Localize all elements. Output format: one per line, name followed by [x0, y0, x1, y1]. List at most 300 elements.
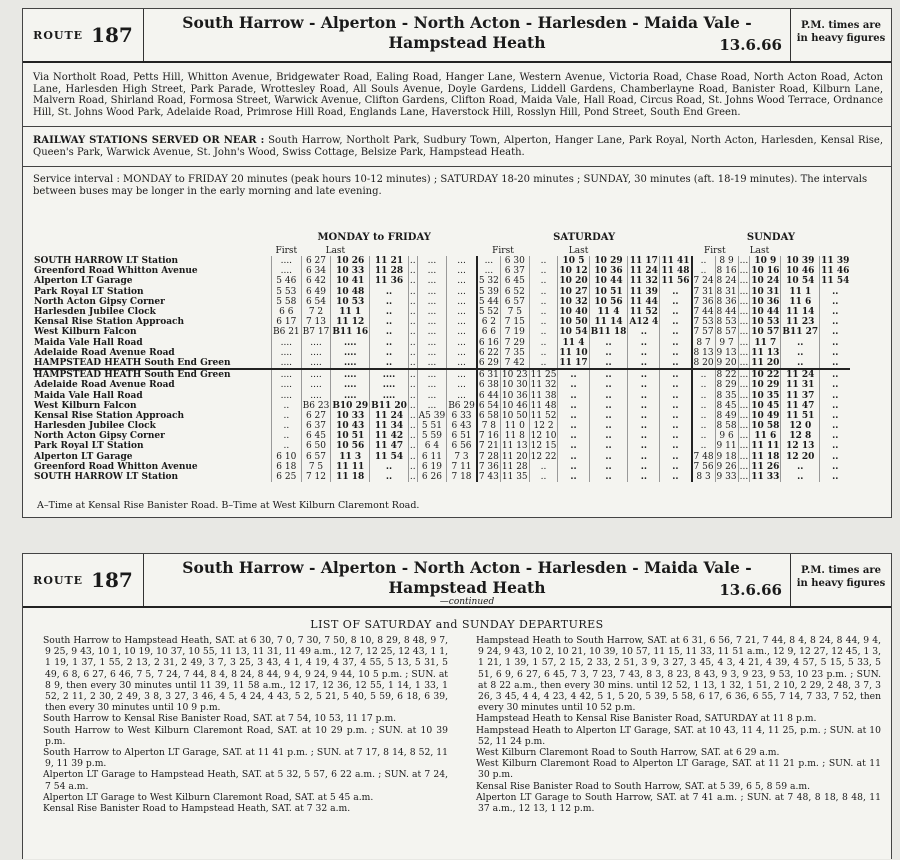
- time-cell: ..: [558, 380, 589, 390]
- time-cell: ..: [820, 421, 851, 431]
- time-cell: 8 13: [693, 347, 714, 358]
- time-cell: 7 2: [301, 307, 331, 317]
- time-cell: ..: [692, 390, 716, 400]
- time-cell: 7 19: [500, 327, 529, 337]
- pm-note-line2: in heavy figures: [796, 33, 886, 44]
- time-cell: ..: [370, 348, 409, 358]
- time-cell: ....: [370, 390, 409, 400]
- time-cell: ..: [409, 431, 416, 442]
- time-cell: ..: [529, 297, 558, 307]
- time-cell: ..: [692, 369, 716, 380]
- time-cell: ..: [660, 338, 692, 348]
- time-cell: 11 48: [530, 400, 557, 411]
- time-cell: 6 27: [301, 256, 331, 266]
- time-cell: ..: [628, 369, 660, 380]
- time-cell: ..: [409, 256, 416, 267]
- time-cell: 5 51: [417, 421, 447, 431]
- table-row: [33, 317, 850, 327]
- time-cell: 10 27: [559, 286, 588, 297]
- time-cell: ....: [272, 338, 302, 348]
- time-cell: 7 24: [693, 276, 714, 287]
- time-cell: ..: [558, 452, 589, 462]
- time-cell: 11 51: [781, 411, 820, 421]
- pm-note: [790, 9, 891, 61]
- column-subheader: [628, 245, 692, 256]
- time-cell: 11 20: [501, 451, 528, 462]
- stop-name: HAMPSTEAD HEATH South End Green: [34, 357, 231, 368]
- time-cell: ..: [660, 441, 692, 451]
- time-cell: 11 24: [629, 266, 658, 277]
- time-cell: 7 18: [447, 472, 477, 482]
- time-cell: 10 50: [559, 317, 588, 328]
- time-cell: 6 49: [301, 287, 331, 297]
- time-cell: 7 5: [500, 307, 529, 317]
- time-cell: ..: [409, 276, 416, 287]
- time-cell: ....: [370, 380, 409, 390]
- table-row: [33, 338, 850, 348]
- time-cell: 11 32: [530, 380, 557, 391]
- time-cell: 12 0: [781, 421, 820, 431]
- time-cell: ..: [692, 441, 716, 451]
- route-label: ROUTE: [33, 28, 84, 42]
- time-cell: 8 20: [693, 357, 714, 368]
- time-cell: 10 56: [589, 297, 628, 307]
- time-cell: 7 15: [500, 317, 529, 327]
- column-subheader: First: [275, 245, 298, 256]
- time-cell: 10 5: [558, 256, 589, 266]
- time-cell: ..: [660, 421, 692, 431]
- table-row: [33, 380, 850, 390]
- time-cell: ..: [409, 317, 416, 328]
- route-title: [144, 9, 790, 61]
- time-cell: ..: [370, 358, 409, 369]
- time-cell: ...: [739, 380, 749, 391]
- list-item: Kensal Rise Banister Road to Hampstead Heath, SAT. at 7 32 a.m.: [43, 803, 351, 815]
- title-line2: Hampstead Heath: [388, 33, 546, 52]
- list-right-column: [466, 635, 881, 814]
- time-cell: ..: [409, 410, 416, 421]
- stop-name: Maida Vale Hall Road: [34, 390, 143, 401]
- time-cell: ..: [692, 256, 716, 266]
- time-cell: 11 20: [751, 357, 780, 368]
- route-number: 187: [91, 23, 133, 47]
- time-cell: ...: [417, 348, 447, 358]
- time-cell: ...: [447, 297, 477, 307]
- stop-name: Harlesden Jubilee Clock: [34, 421, 156, 432]
- time-cell: 11 56: [661, 276, 690, 287]
- pm-note-line2-2: in heavy figures: [796, 578, 886, 589]
- time-cell: 7 3: [447, 452, 477, 462]
- time-cell: 7 44: [693, 307, 714, 318]
- time-cell: 10 44: [589, 276, 628, 286]
- time-cell: 6 6: [477, 327, 501, 337]
- time-cell: 11 41: [661, 256, 690, 267]
- time-cell: 11 14: [781, 307, 820, 317]
- time-cell: 10 50: [501, 410, 528, 421]
- time-cell: 10 22: [751, 370, 780, 381]
- time-cell: 8 45: [716, 400, 737, 411]
- time-cell: 6 17: [272, 317, 302, 327]
- time-cell: ....: [331, 390, 370, 400]
- table-row: [33, 348, 850, 358]
- time-cell: 7 43: [478, 472, 499, 483]
- pm-note-line1: P.M. times are: [801, 20, 881, 31]
- time-cell: 8 9: [715, 256, 738, 266]
- time-cell: 9 13: [716, 347, 737, 358]
- time-cell: ...: [417, 338, 447, 348]
- time-cell: ..: [628, 348, 660, 358]
- stop-name: SOUTH HARROW LT Station: [34, 472, 179, 483]
- time-cell: 10 31: [751, 286, 780, 297]
- table-row: [33, 411, 850, 421]
- time-cell: ..: [589, 431, 628, 441]
- time-cell: ..: [628, 441, 660, 451]
- time-cell: 10 46: [501, 400, 528, 411]
- time-cell: 6 37: [301, 421, 331, 431]
- time-cell: 8 36: [716, 296, 737, 307]
- time-cell: ..: [692, 266, 716, 276]
- time-cell: 12 15: [530, 441, 557, 452]
- time-cell: ..: [370, 338, 409, 348]
- time-cell: 10 46: [781, 266, 820, 276]
- time-cell: 11 13: [751, 347, 780, 358]
- time-cell: ..: [529, 266, 558, 276]
- time-cell: ....: [272, 266, 302, 276]
- time-cell: 10 9: [750, 256, 781, 266]
- time-cell: ...: [447, 266, 477, 276]
- time-cell: ..: [558, 462, 589, 472]
- time-cell: 7 11: [447, 462, 477, 472]
- table-row: [33, 358, 850, 369]
- time-cell: ...: [447, 276, 477, 286]
- time-cell: 10 36: [751, 296, 780, 307]
- stop-name: North Acton Gipsy Corner: [34, 296, 165, 307]
- grid-corner: [33, 231, 272, 245]
- time-cell: ...: [417, 369, 447, 380]
- time-cell: 10 53: [751, 317, 780, 328]
- time-cell: ..: [409, 347, 416, 358]
- time-cell: ...: [739, 421, 749, 432]
- time-cell: ..: [820, 348, 851, 358]
- time-cell: ..: [589, 369, 628, 380]
- time-cell: ..: [820, 441, 851, 451]
- column-subheader: [781, 245, 850, 256]
- time-cell: 8 29: [716, 380, 737, 391]
- time-cell: 10 20: [559, 276, 588, 287]
- time-cell: B7 17: [302, 327, 330, 338]
- time-cell: 6 54: [478, 400, 499, 411]
- time-cell: 6 45: [500, 276, 529, 286]
- time-cell: ..: [589, 390, 628, 400]
- table-row: [33, 472, 850, 482]
- time-cell: ..: [529, 287, 558, 297]
- time-cell: ....: [272, 348, 302, 358]
- time-cell: 6 44: [478, 390, 499, 401]
- time-cell: ..: [820, 472, 851, 482]
- time-cell: 11 0: [500, 421, 529, 431]
- time-cell: 6 50: [301, 441, 331, 451]
- table-row: [33, 431, 850, 441]
- time-cell: ...: [447, 287, 477, 297]
- time-cell: 10 58: [751, 421, 780, 432]
- time-cell: 10 23: [501, 370, 528, 381]
- time-cell: 11 6: [750, 431, 781, 441]
- time-cell: ..: [529, 317, 558, 327]
- time-cell: ..: [692, 380, 716, 390]
- time-cell: ..: [820, 431, 851, 441]
- time-cell: ..: [660, 287, 692, 297]
- time-cell: 10 29: [751, 380, 780, 391]
- time-cell: ...: [417, 297, 447, 307]
- time-cell: ..: [660, 348, 692, 358]
- time-cell: 11 1: [781, 287, 820, 297]
- time-cell: 6 31: [478, 370, 499, 381]
- time-cell: ..: [589, 411, 628, 421]
- time-cell: ..: [628, 401, 660, 411]
- time-cell: ..: [558, 421, 589, 431]
- time-cell: ....: [331, 358, 370, 369]
- time-cell: 11 28: [501, 461, 528, 472]
- time-cell: ...: [739, 370, 749, 381]
- title-line1: South Harrow - Alperton - North Acton - Harlesden - Maida Vale -: [182, 13, 752, 32]
- time-cell: 11 23: [781, 317, 820, 327]
- time-cell: 10 54: [559, 327, 588, 338]
- time-cell: 10 24: [751, 276, 780, 287]
- time-cell: 11 38: [530, 390, 557, 401]
- time-cell: 6 43: [447, 421, 477, 431]
- stop-name: Greenford Road Whitton Avenue: [34, 266, 198, 277]
- time-cell: ..: [409, 421, 416, 432]
- time-cell: ...: [417, 287, 447, 297]
- time-cell: ..: [409, 380, 416, 391]
- time-cell: A5 39: [418, 410, 446, 421]
- time-cell: ..: [692, 411, 716, 421]
- time-cell: ..: [820, 380, 851, 390]
- stop-name: West Kilburn Falcon: [34, 327, 137, 338]
- time-cell: ....: [301, 338, 331, 348]
- time-cell: ..: [820, 358, 851, 369]
- column-subheader: Last: [568, 245, 589, 256]
- time-cell: ..: [589, 462, 628, 472]
- time-cell: 10 30: [501, 380, 528, 391]
- time-cell: 11 39: [629, 286, 658, 297]
- grid-corner-sub: [33, 245, 272, 256]
- service-interval: Service interval : MONDAY to FRIDAY 20 minutes (peak hours 10-12 minutes) ; SATURDAY 18-20 minutes ; SUNDAY, 30 minutes (aft. 18-19 minutes). The intervals between buses may be longer in the early morning and late evening.: [33, 174, 868, 197]
- time-cell: 11 32: [629, 276, 658, 287]
- time-cell: ..: [272, 431, 302, 441]
- time-cell: ...: [417, 327, 447, 337]
- time-cell: 11 36: [370, 276, 409, 286]
- column-subheader: Last: [749, 245, 770, 256]
- timetable-grid: [33, 231, 850, 482]
- time-cell: ..: [628, 431, 660, 441]
- time-cell: 6 58: [478, 410, 499, 421]
- time-cell: ..: [692, 431, 716, 441]
- time-cell: 10 57: [751, 327, 780, 338]
- time-cell: ..: [660, 307, 692, 317]
- time-cell: ...: [739, 337, 749, 348]
- time-cell: ..: [589, 452, 628, 462]
- time-cell: 11 7: [750, 338, 781, 348]
- time-cell: ...: [739, 451, 749, 462]
- time-cell: 8 7: [692, 338, 716, 348]
- time-cell: 6 34: [301, 266, 331, 276]
- timetable-date: 13.6.66: [719, 36, 782, 54]
- time-cell: 7 53: [693, 317, 714, 328]
- list-item: West Kilburn Claremont Road to Alperton LT Garage, SAT. at 11 21 p.m. ; SUN. at 11 30 p.m.: [476, 758, 881, 781]
- time-cell: ..: [781, 338, 820, 348]
- time-cell: 11 24: [781, 369, 820, 380]
- time-cell: 10 29: [589, 256, 628, 266]
- time-cell: 7 56: [693, 461, 714, 472]
- stop-name: Park Royal LT Station: [34, 286, 144, 297]
- time-cell: ..: [660, 297, 692, 307]
- table-row: [33, 452, 850, 462]
- time-cell: 10 40: [559, 307, 588, 318]
- stop-name: Kensal Rise Station Approach: [34, 410, 185, 421]
- list-item: South Harrow to Kensal Rise Banister Road, SAT. at 7 54, 10 53, 11 17 p.m.: [43, 713, 397, 725]
- time-cell: ...: [739, 441, 749, 452]
- time-cell: 6 18: [272, 462, 302, 472]
- time-cell: ..: [820, 287, 851, 297]
- time-cell: ...: [739, 390, 749, 401]
- time-cell: ..: [558, 472, 589, 482]
- stop-name: Adelaide Road Avenue Road: [34, 380, 175, 391]
- stop-name: Alperton LT Garage: [34, 276, 133, 287]
- time-cell: 10 36: [589, 266, 628, 276]
- time-cell: 6 38: [478, 380, 499, 391]
- list-item: Hampstead Heath to Kensal Rise Banister Road, SATURDAY at 11 8 p.m.: [476, 713, 817, 725]
- time-cell: 11 4: [589, 307, 628, 317]
- time-cell: 6 42: [301, 276, 331, 286]
- table-row: [33, 390, 850, 400]
- time-cell: ..: [589, 421, 628, 431]
- time-cell: ...: [739, 256, 749, 267]
- time-cell: ...: [417, 307, 447, 317]
- time-cell: ..: [409, 337, 416, 348]
- time-cell: B6 23: [302, 400, 330, 411]
- time-cell: ....: [272, 358, 302, 369]
- time-cell: ....: [301, 348, 331, 358]
- time-cell: ..: [628, 358, 660, 369]
- time-cell: ..: [628, 452, 660, 462]
- time-cell: ....: [370, 369, 409, 380]
- time-cell: ...: [447, 327, 477, 337]
- time-cell: ...: [739, 347, 749, 358]
- route-title-2: [144, 554, 790, 606]
- time-cell: ..: [628, 411, 660, 421]
- time-cell: ...: [739, 327, 749, 338]
- time-cell: 8 49: [716, 410, 737, 421]
- time-cell: B11 18: [590, 327, 627, 338]
- time-cell: 7 12: [301, 472, 331, 482]
- time-cell: ..: [628, 338, 660, 348]
- time-cell: 10 26: [331, 256, 370, 266]
- time-cell: ...: [739, 431, 749, 442]
- time-cell: ..: [660, 327, 692, 337]
- time-cell: ..: [409, 286, 416, 297]
- time-cell: 10 43: [331, 421, 370, 431]
- time-cell: ..: [409, 390, 416, 401]
- time-cell: ..: [820, 390, 851, 400]
- time-cell: ..: [589, 441, 628, 451]
- time-cell: 11 54: [370, 452, 409, 462]
- time-cell: 8 58: [716, 421, 737, 432]
- list-item: Kensal Rise Banister Road to South Harrow, SAT. at 5 39, 6 5, 8 59 a.m.: [476, 780, 811, 792]
- time-cell: ..: [820, 307, 851, 317]
- time-cell: 11 24: [370, 411, 409, 421]
- time-cell: ....: [272, 380, 302, 390]
- group-monday-friday: MONDAY to FRIDAY: [317, 232, 431, 243]
- time-cell: 7 31: [693, 286, 714, 297]
- list-item: Alperton LT Garage to South Harrow, SAT. at 7 41 a.m. ; SUN. at 7 48, 8 18, 8 48, 11 37 a.m., 12 13, 1 12 p.m.: [476, 791, 881, 815]
- time-cell: ...: [417, 266, 447, 276]
- pm-note-2: [790, 554, 891, 606]
- time-cell: 11 6: [781, 297, 820, 307]
- table-row: [33, 256, 850, 266]
- time-cell: 9 6: [715, 431, 738, 441]
- table-row: [33, 276, 850, 286]
- time-cell: 6 27: [301, 411, 331, 421]
- time-cell: ...: [739, 286, 749, 297]
- stop-name: Harlesden Jubilee Clock: [34, 307, 156, 318]
- time-cell: 6 6: [272, 307, 302, 317]
- time-cell: ..: [409, 441, 416, 452]
- time-cell: 9 11: [716, 441, 737, 452]
- time-cell: 10 33: [331, 266, 370, 276]
- time-cell: 11 10: [559, 347, 588, 358]
- time-cell: ...: [447, 390, 477, 400]
- table-row: [33, 462, 850, 472]
- time-cell: ...: [447, 307, 477, 317]
- time-cell: 8 16: [716, 266, 737, 277]
- time-cell: 12 20: [781, 452, 820, 462]
- time-cell: ..: [660, 462, 692, 472]
- footnote: A–Time at Kensal Rise Banister Road. B–Time at West Kilburn Claremont Road.: [37, 500, 420, 511]
- time-cell: 5 58: [272, 297, 302, 307]
- table-row: [33, 369, 850, 380]
- time-cell: ..: [529, 338, 558, 348]
- time-cell: 11 54: [821, 276, 850, 287]
- time-cell: 11 44: [629, 296, 658, 307]
- time-cell: 12 10: [530, 431, 557, 442]
- time-cell: 11 26: [751, 461, 780, 472]
- time-cell: 6 51: [447, 431, 477, 441]
- time-cell: ..: [660, 452, 692, 462]
- time-cell: B6 21: [273, 327, 300, 338]
- time-cell: 10 45: [751, 400, 780, 411]
- time-cell: ..: [409, 296, 416, 307]
- time-cell: ...: [417, 276, 447, 286]
- railway-label: RAILWAY STATIONS SERVED OR NEAR :: [33, 135, 265, 146]
- time-cell: ..: [409, 451, 416, 462]
- time-cell: 8 3: [692, 472, 716, 482]
- time-cell: ..: [820, 369, 851, 380]
- time-cell: 11 11: [751, 441, 780, 452]
- time-cell: 5 53: [272, 287, 302, 297]
- time-cell: ...: [447, 348, 477, 358]
- time-cell: 9 26: [716, 461, 737, 472]
- time-cell: ..: [660, 472, 692, 482]
- time-cell: ...: [447, 358, 477, 369]
- time-cell: ..: [781, 348, 820, 358]
- column-subheader: [370, 245, 477, 256]
- time-cell: ..: [529, 358, 558, 369]
- time-cell: ...: [447, 369, 477, 380]
- time-cell: ..: [820, 462, 851, 472]
- time-cell: 11 35: [501, 472, 528, 483]
- time-cell: ..: [529, 276, 558, 286]
